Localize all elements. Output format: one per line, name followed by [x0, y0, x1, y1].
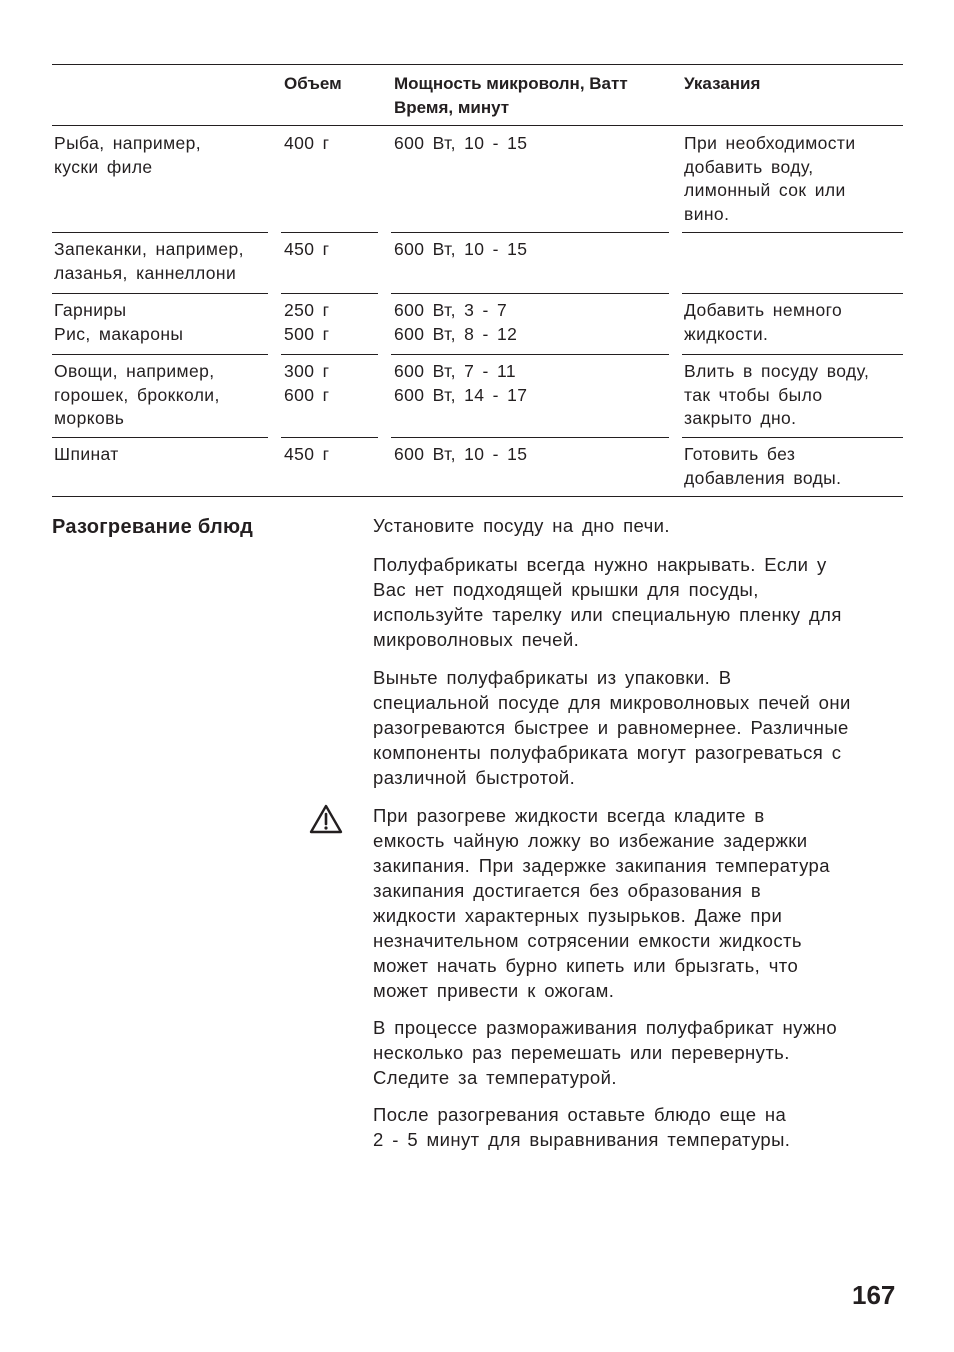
row-dish: Рыба, например, куски филе	[54, 133, 202, 177]
row-dish: Шпинат	[54, 444, 119, 464]
header-power-time: Мощность микроволн, Ватт Время, минут	[394, 74, 628, 117]
row-power: 600 Вт, 10 - 15	[394, 133, 528, 153]
table-header-rule	[52, 125, 903, 126]
row-divider	[281, 437, 378, 438]
row-divider	[281, 354, 378, 355]
row-power: 600 Вт, 10 - 15	[394, 239, 528, 259]
section-heading: Разогревание блюд	[52, 516, 254, 538]
row-divider	[52, 354, 268, 355]
table-top-rule	[52, 64, 903, 65]
row-volume: 250 г 500 г	[284, 300, 330, 344]
row-power: 600 Вт, 3 - 7 600 Вт, 8 - 12	[394, 300, 518, 344]
row-divider	[391, 293, 669, 294]
row-divider	[281, 232, 378, 233]
page-number: 167	[852, 1280, 896, 1310]
row-divider	[52, 437, 268, 438]
row-dish: Запеканки, например, лазанья, каннеллони	[54, 239, 244, 283]
row-divider	[391, 354, 669, 355]
row-divider	[391, 437, 669, 438]
row-divider	[391, 232, 669, 233]
row-power: 600 Вт, 10 - 15	[394, 444, 528, 464]
row-volume: 400 г	[284, 133, 330, 153]
row-volume: 300 г 600 г	[284, 361, 330, 405]
row-divider	[682, 354, 903, 355]
header-notes: Указания	[684, 74, 761, 93]
row-dish: Гарниры Рис, макароны	[54, 300, 184, 344]
row-divider	[281, 293, 378, 294]
paragraph: Выньте полуфабрикаты из упаковки. В специальной посуде для микроволновых печей они разогреваются быстрее и равномернее. Различные компоненты полуфабриката могут разогреваться с различной быстротой.	[373, 667, 851, 788]
row-note: Добавить немного жидкости.	[684, 300, 843, 344]
row-volume: 450 г	[284, 239, 330, 259]
row-divider	[52, 293, 268, 294]
row-power: 600 Вт, 7 - 11 600 Вт, 14 - 17	[394, 361, 528, 405]
paragraph: После разогревания оставьте блюдо еще на 2 - 5 минут для выравнивания температуры.	[373, 1104, 791, 1150]
row-dish: Овощи, например, горошек, брокколи, морковь	[54, 361, 220, 428]
row-note: Готовить без добавления воды.	[684, 444, 842, 488]
row-note: При необходимости добавить воду, лимонный сок или вино.	[684, 133, 856, 224]
row-divider	[682, 437, 903, 438]
row-divider	[52, 232, 268, 233]
warning-paragraph: При разогреве жидкости всегда кладите в емкость чайную ложку во избежание задержки закипания. При задержке закипания температура закипания достигается без образования в жидкости характерных пузырьков. Даже при незначительном сотрясении емкости жидкость может начать бурно кипеть или брызгать, что может привести к ожогам.	[373, 805, 830, 1001]
row-divider	[682, 293, 903, 294]
row-divider	[682, 232, 903, 233]
header-volume: Объем	[284, 74, 342, 93]
row-note: Влить в посуду воду, так чтобы было закрыто дно.	[684, 361, 870, 428]
warning-triangle-icon	[308, 803, 344, 835]
paragraph: Полуфабрикаты всегда нужно накрывать. Если у Вас нет подходящей крышки для посуды, используйте тарелку или специальную пленку для микроволновых печей.	[373, 554, 842, 650]
paragraph: Установите посуду на дно печи.	[373, 515, 670, 536]
row-volume: 450 г	[284, 444, 330, 464]
paragraph: В процессе размораживания полуфабрикат нужно несколько раз перемешать или перевернуть. Следите за температурой.	[373, 1017, 838, 1088]
table-bottom-rule	[52, 496, 903, 497]
